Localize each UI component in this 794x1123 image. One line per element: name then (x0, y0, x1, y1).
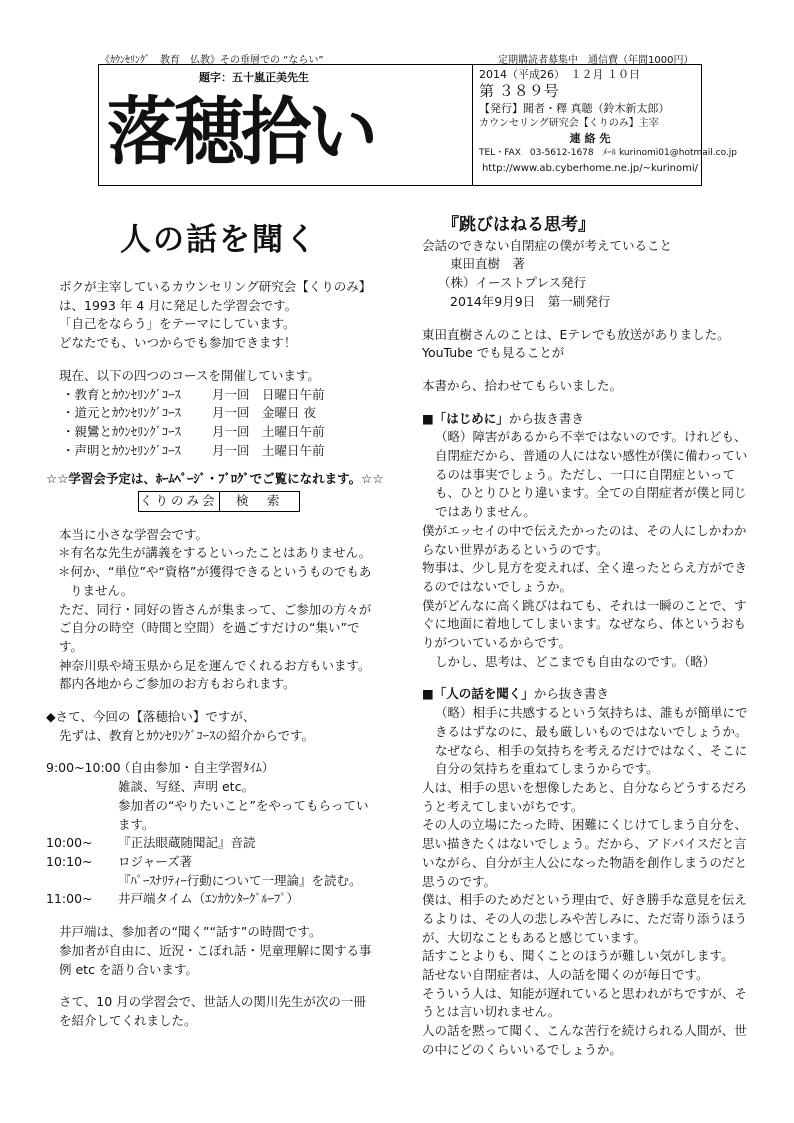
organization: カウンセリング研究会【くりのみ】主宰 (479, 118, 659, 129)
gathering-paragraph: ただ、同行・同好の皆さんが集まって、ご参加の方々がご自分の時空（時間と空間）を過ごすだけの“集い”です。 (59, 601, 372, 654)
schedule-row: 9:00~10:00 （自由参加・自主学習ﾀｲﾑ） (46, 760, 275, 776)
excerpt-paragraph: （略）障害があるから不幸ではないのです。けれども、自閉症だから、普通の人にはない感性が僕に備わっているのは事実でしょう。ただし、一口に自閉症といっても、ひとりひとり違います。全ての自閉症者が僕と同じではありません。 (435, 429, 748, 520)
schedule-row: 10:10~ ロジャーズ著 (46, 853, 193, 869)
idobata-text-2: 参加者が自由に、近況・こぼれ話・児童理解に関する事例 etc を語り合います。 (59, 942, 372, 977)
small-group-text: 本当に小さな学習会です。 (59, 526, 209, 542)
excerpt-paragraph: 僕は、相手のためだという理由で、好き勝手な意見を伝えるよりは、その人の悲しみや苦しみに、ただ寄り添うほうが、大切なこともあると感じています。 (422, 892, 748, 945)
issue-number: 第 ３８９号 (479, 82, 559, 100)
left-column (46, 278, 384, 1031)
course-row: ・親鸞とｶｳﾝｾﾘﾝｸﾞｺｰｽ 月一回 土曜日午前 (62, 423, 325, 439)
section-heading: ■「はじめに」から抜き書き (422, 410, 584, 426)
course-row: ・声明とｶｳﾝｾﾘﾝｸﾞｺｰｽ 月一回 土曜日午前 (62, 442, 325, 458)
calligraphy-credit: 題字：五十嵐正美先生 (199, 71, 309, 84)
excerpt-paragraph: 僕がどんなに高く跳びはねても、それは一瞬のことで、すぐに地面に着地してしまいます。なぜなら、体というおもりがついているからです。 (422, 597, 747, 651)
contact-label: 連 絡 先 (569, 132, 611, 145)
book-intro: 東田直樹さんのことは、Eテレでも放送がありました。YouTube でも見ることが (422, 326, 730, 361)
book-author: 東田直樹 著 (450, 256, 526, 272)
excerpt-paragraph: 人は、相手の思いを想像したあと、自分ならどうするだろうと考えてしまいがちです。 (422, 779, 748, 814)
tagline: 《ｶｳﾝｾﾘﾝｸﾞ 教育 仏教》その垂層での “ならい” (100, 55, 324, 66)
excerpt-paragraph: 話すことよりも、聞くことのほうが難しい気がします。 (422, 948, 734, 964)
schedule-row: 雑談、写経、声明 etc。 (118, 779, 254, 795)
excerpt-paragraph: 人の話を黙って聞く、こんな苦行を続けられる人間が、世の中にどのくらいいるでしょうか。 (422, 1023, 747, 1057)
section-heading: ■「人の話を聞く」から抜き書き (422, 686, 609, 702)
idobata-text: 井戸端は、参加者の“聞く”“話す”の時間です。 (59, 924, 322, 940)
schedule-row: 『ﾊﾟｰｽﾅﾘﾃｨｰ行動について一理論』を読む。 (118, 872, 362, 888)
bullet-item: ＊有名な先生が講義をするといったことはありません。 (58, 545, 372, 561)
book-publisher: （株）イーストプレス発行 (438, 275, 587, 291)
masthead (98, 64, 738, 186)
contact-info: TEL・FAX 03-5612-1678 ﾒｰﾙ kurinomi01@hotmail.co.jp (479, 148, 738, 158)
schedule-row: 10:00~ 『正法眼蔵随聞記』音読 (46, 835, 256, 851)
schedule-row: 11:00~ 井戸端タイム（ｴﾝｶｳﾝﾀｰｸﾞﾙｰﾌﾟ） (46, 891, 300, 907)
excerpt-paragraph: その人の立場にたった時、困難にくじけてしまう自分を、思い描きたくはないでしょう。だから、アドバイスだと言いながら、自分が主人公になった物語を創作しまうのだと思うのです。 (422, 817, 748, 889)
courses-intro: 現在、以下の四つのコースを開催しています。 (59, 367, 320, 383)
schedule-row: 参加者の“やりたいこと”をやってもらっています。 (118, 797, 369, 832)
book-intro-2: 本書から、拾わせてもらいました。 (422, 377, 623, 393)
ochibo-intro-2: 先ずは、教育とｶｳﾝｾﾘﾝｸﾞｺｰｽの紹介からです。 (59, 727, 315, 743)
search-button[interactable]: 検 索 (235, 493, 283, 509)
intro-open: どなたでも、いつからでも参加できます！ (59, 335, 297, 351)
right-column (422, 216, 757, 1060)
search-box[interactable] (138, 491, 300, 512)
search-term: くりのみ会 (139, 492, 220, 511)
newsletter-logo: 落穂拾い (107, 87, 375, 176)
course-row: ・教育とｶｳﾝｾﾘﾝｸﾞｺｰｽ 月一回 日曜日午前 (62, 386, 325, 402)
issue-date: 2014（平成26） １２月 １０日 (479, 68, 640, 81)
excerpt-paragraph: そういう人は、知能が遅れていると思われがちですが、そうとは言い切れません。 (422, 985, 747, 1020)
masthead-divider (472, 65, 473, 185)
excerpt-paragraph: 物事は、少し見方を変えれば、全く違ったとらえ方ができるのではないでしょうか。 (422, 560, 748, 594)
course-row: ・道元とｶｳﾝｾﾘﾝｸﾞｺｰｽ 月一回 金曜日 夜 (62, 405, 316, 421)
book-date: 2014年9月9日 第一刷発行 (450, 293, 611, 309)
publisher: 【発行】聞者・釋 真聴（鈴木新太郎） (479, 102, 670, 115)
book-subtitle: 会話のできない自閉症の僕が考えていること (422, 237, 673, 253)
excerpt-paragraph: （略）相手に共感するという気持ちは、誰もが簡単にできるはずなのに、最も厳しいものではないでしょうか。なぜなら、相手の気持ちを考えるだけではなく、そこに自分の気持ちを重ねてしまうからです。 (435, 705, 748, 777)
subscription-notice: 定期購読者募集中 通信費（年間1000円） (498, 55, 694, 66)
ochibo-intro: ◆さて、今回の【落穂拾い】ですが、 (46, 709, 256, 725)
closing-text: さて、10 月の学習会で、世話人の関川先生が次の一冊を紹介してくれました。 (59, 994, 366, 1028)
intro-paragraph: ボクが主宰しているカウンセリング研究会【くりのみ】は、1993 年 4 月に発足した学習会です。 (59, 279, 372, 313)
book-title: 『跳びはねる思考』 (442, 215, 595, 235)
masthead-info (479, 67, 738, 176)
website-url[interactable]: http://www.ab.cyberhome.ne.jp/~kurinomi/ (481, 163, 699, 174)
intro-theme: 「自己をならう」をテーマにしています。 (59, 316, 296, 332)
excerpt-paragraph: 話せない自閉症者は、人の話を聞くのが毎日です。 (422, 967, 709, 983)
headline: 人の話を聞く (120, 222, 318, 258)
schedule-notice: ☆☆学習会予定は、ﾎｰﾑﾍﾟｰｼﾞ・ﾌﾞﾛｸﾞでご覧になれます。☆☆ (46, 471, 384, 487)
bullet-item: ＊何か、“単位”や“資格”が獲得できるというものでもありません。 (58, 564, 372, 598)
excerpt-paragraph: 僕がエッセイの中で伝えたかったのは、その人にしかわからない世界があるというのです。 (422, 522, 747, 557)
attendees-paragraph: 神奈川県や埼玉県から足を運んでくれるお方もいます。都内各地からご参加のお方もおられます。 (59, 657, 371, 692)
excerpt-paragraph: しかし、思考は、どこまでも自由なのです。（略） (435, 653, 716, 669)
